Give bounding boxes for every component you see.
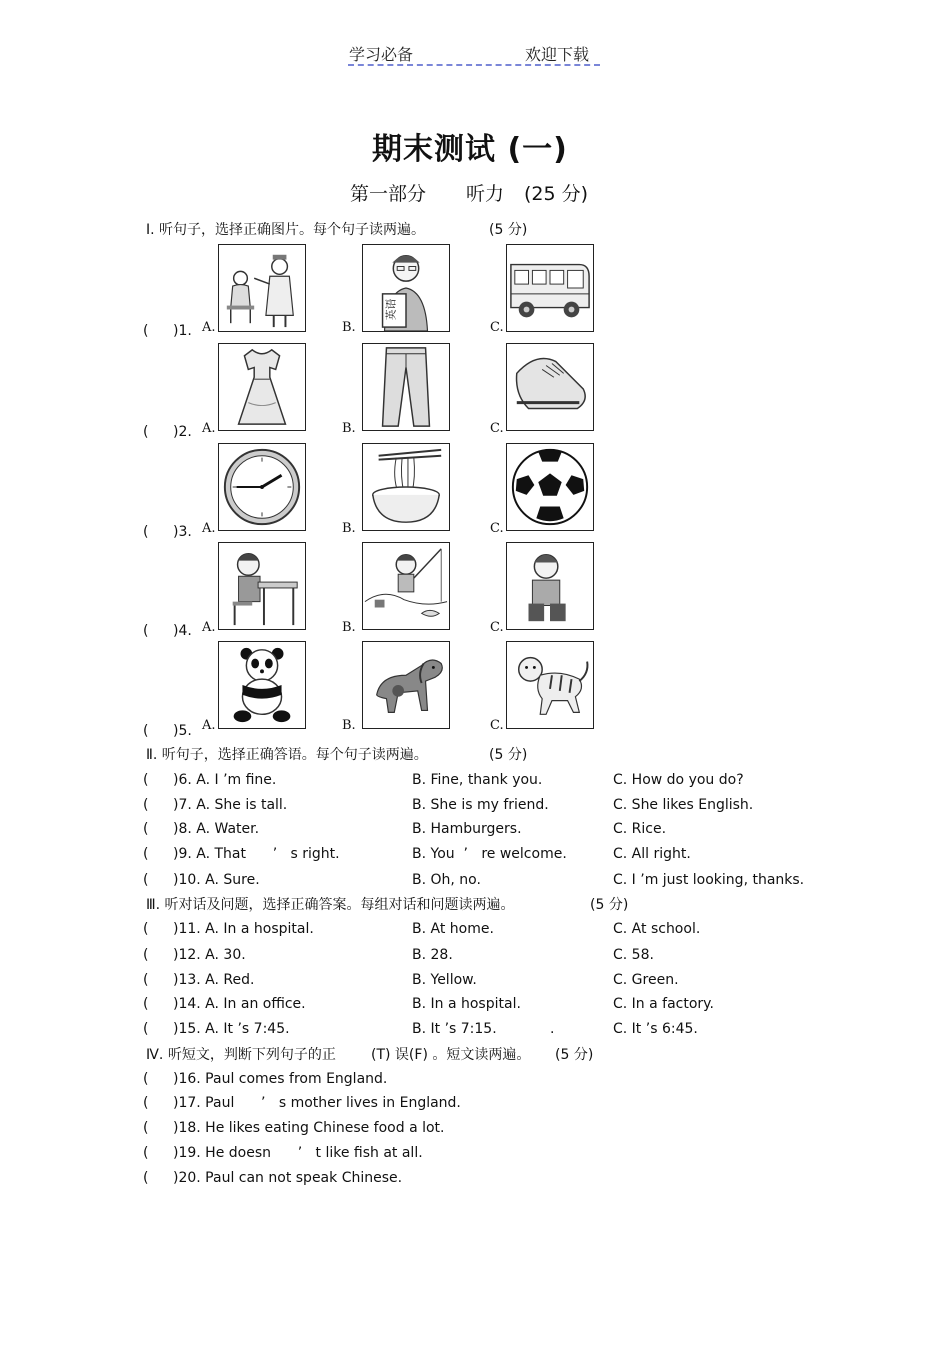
- option-b: B. Yellow.: [412, 972, 477, 988]
- part-name: 听力: [466, 183, 505, 205]
- teacher-english-book-picture[interactable]: [362, 244, 450, 332]
- option-b: B. She is my friend.: [412, 797, 549, 813]
- option-c-label: C.: [490, 718, 504, 733]
- option-a-label: A.: [202, 521, 216, 536]
- question-8: )8. A. Water.: [173, 821, 260, 837]
- answer-paren: (: [143, 1145, 149, 1161]
- option-b: B. Fine, thank you.: [412, 772, 543, 788]
- statement-16: )16. Paul comes from England.: [173, 1071, 388, 1087]
- option-c-label: C.: [490, 620, 504, 635]
- option-c-label: C.: [490, 421, 504, 436]
- football-picture[interactable]: [506, 443, 594, 531]
- section-3-score: (5 分): [590, 897, 629, 913]
- statement-19: )19. He doesn ’ t like fish at all.: [173, 1145, 423, 1161]
- answer-paren: (: [143, 921, 149, 937]
- section-4-score: (5 分): [555, 1047, 594, 1063]
- header-divider: [348, 64, 600, 66]
- section-1-heading: Ⅰ. 听句子，选择正确图片。每个句子读两遍。: [146, 222, 426, 238]
- question-15: )15. A. It ’s 7:45.: [173, 1021, 290, 1037]
- header-left: 学习必备: [349, 45, 414, 64]
- option-c: C. How do you do?: [613, 772, 744, 788]
- option-a-label: A.: [202, 320, 216, 335]
- option-c: C. In a factory.: [613, 996, 714, 1012]
- answer-paren: (: [143, 323, 149, 339]
- option-b: B. 28.: [412, 947, 453, 963]
- sneaker-picture[interactable]: [506, 343, 594, 431]
- statement-20: )20. Paul can not speak Chinese.: [173, 1170, 403, 1186]
- option-b-label: B.: [342, 718, 356, 733]
- option-c-label: C.: [490, 521, 504, 536]
- answer-paren: (: [143, 846, 149, 862]
- question-number: )1.: [173, 323, 192, 339]
- option-b-label: B.: [342, 620, 356, 635]
- section-1-score: (5 分): [489, 222, 528, 238]
- option-c-label: C.: [490, 320, 504, 335]
- section-4-heading-tail: (T) 误(F) 。短文读两遍。: [371, 1047, 531, 1063]
- question-12: )12. A. 30.: [173, 947, 246, 963]
- question-number: )2.: [173, 424, 192, 440]
- tiger-picture[interactable]: [506, 641, 594, 729]
- option-c: C. Rice.: [613, 821, 667, 837]
- section-2-score: (5 分): [489, 747, 528, 763]
- answer-paren: (: [143, 947, 149, 963]
- answer-paren: (: [143, 772, 149, 788]
- option-b: B. It ’s 7:15. .: [412, 1021, 555, 1037]
- answer-paren: (: [143, 424, 149, 440]
- book-title-text: 英语: [384, 298, 398, 321]
- option-b: B. Oh, no.: [412, 872, 481, 888]
- option-b-label: B.: [342, 521, 356, 536]
- question-number: )5.: [173, 723, 192, 739]
- section-2-heading: Ⅱ. 听句子，选择正确答语。每个句子读两遍。: [146, 747, 428, 763]
- section-3-heading: Ⅲ. 听对话及问题，选择正确答案。每组对话和问题读两遍。: [146, 897, 515, 913]
- boy-at-desk-picture[interactable]: [218, 542, 306, 630]
- option-b: B. At home.: [412, 921, 494, 937]
- option-b: B. In a hospital.: [412, 996, 521, 1012]
- answer-paren: (: [143, 1021, 149, 1037]
- dog-picture[interactable]: [362, 641, 450, 729]
- statement-18: )18. He likes eating Chinese food a lot.: [173, 1120, 445, 1136]
- option-a-label: A.: [202, 718, 216, 733]
- clock-picture[interactable]: [218, 443, 306, 531]
- question-14: )14. A. In an office.: [173, 996, 306, 1012]
- question-11: )11. A. In a hospital.: [173, 921, 314, 937]
- statement-17: )17. Paul ’ s mother lives in England.: [173, 1095, 461, 1111]
- option-b: B. Hamburgers.: [412, 821, 522, 837]
- answer-paren: (: [143, 996, 149, 1012]
- answer-paren: (: [143, 1170, 149, 1186]
- answer-paren: (: [143, 872, 149, 888]
- part-score: (25 分): [524, 183, 589, 205]
- header-right: 欢迎下载: [525, 45, 590, 64]
- dress-picture[interactable]: [218, 343, 306, 431]
- panda-picture[interactable]: [218, 641, 306, 729]
- question-6: )6. A. I ’m fine.: [173, 772, 277, 788]
- answer-paren: (: [143, 797, 149, 813]
- question-10: )10. A. Sure.: [173, 872, 260, 888]
- option-b: B. You ’ re welcome.: [412, 846, 567, 862]
- option-c: C. I ’m just looking, thanks.: [613, 872, 805, 888]
- boy-sitting-picture[interactable]: [506, 542, 594, 630]
- answer-paren: (: [143, 524, 149, 540]
- option-a-label: A.: [202, 620, 216, 635]
- option-a-label: A.: [202, 421, 216, 436]
- noodles-picture[interactable]: [362, 443, 450, 531]
- page-title: 期末测试 (一): [372, 132, 568, 167]
- option-c: C. All right.: [613, 846, 691, 862]
- question-9: )9. A. That ’ s right.: [173, 846, 340, 862]
- answer-paren: (: [143, 723, 149, 739]
- answer-paren: (: [143, 1095, 149, 1111]
- option-b-label: B.: [342, 320, 356, 335]
- option-c: C. At school.: [613, 921, 701, 937]
- doctor-patient-picture[interactable]: [218, 244, 306, 332]
- option-c: C. It ’s 6:45.: [613, 1021, 698, 1037]
- option-c: C. She likes English.: [613, 797, 754, 813]
- answer-paren: (: [143, 972, 149, 988]
- part-label: 第一部分: [350, 183, 427, 205]
- answer-paren: (: [143, 821, 149, 837]
- answer-paren: (: [143, 623, 149, 639]
- trousers-picture[interactable]: [362, 343, 450, 431]
- boy-fishing-picture[interactable]: [362, 542, 450, 630]
- option-c: C. 58.: [613, 947, 654, 963]
- question-number: )4.: [173, 623, 192, 639]
- option-c: C. Green.: [613, 972, 679, 988]
- section-4-heading: Ⅳ. 听短文，判断下列句子的正: [146, 1047, 336, 1063]
- question-13: )13. A. Red.: [173, 972, 255, 988]
- answer-paren: (: [143, 1071, 149, 1087]
- option-b-label: B.: [342, 421, 356, 436]
- bus-picture[interactable]: [506, 244, 594, 332]
- question-number: )3.: [173, 524, 192, 540]
- question-7: )7. A. She is tall.: [173, 797, 288, 813]
- answer-paren: (: [143, 1120, 149, 1136]
